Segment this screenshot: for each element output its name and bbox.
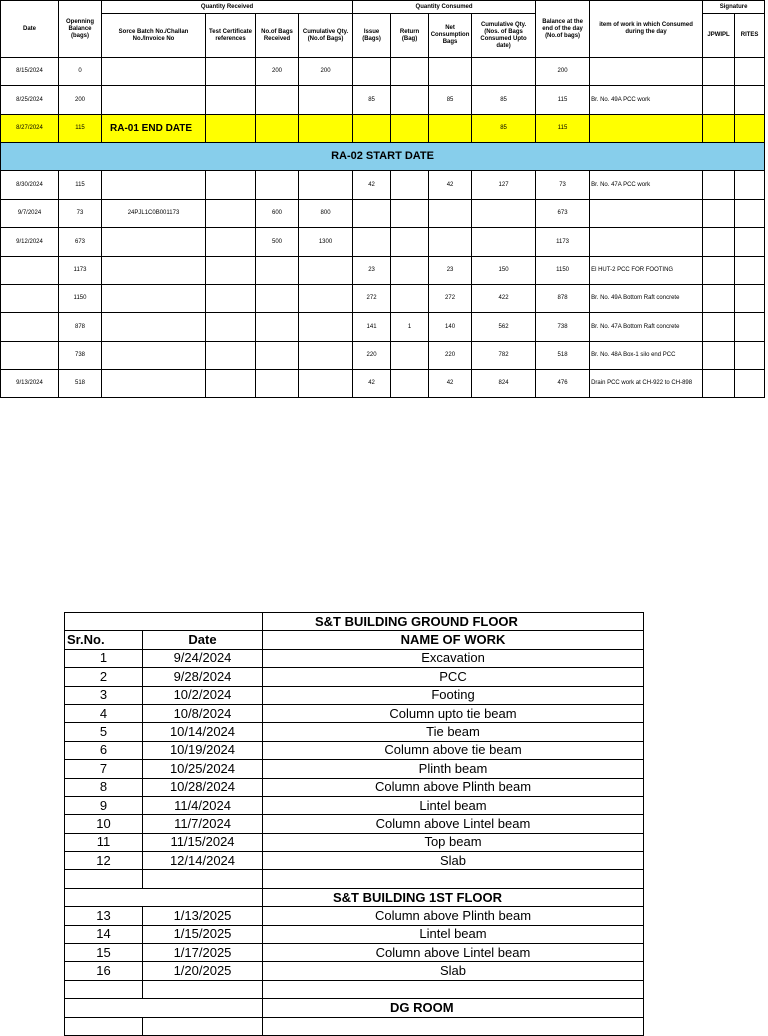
cell-date: 8/25/2024 [1,86,59,115]
sr-no: 11 [65,833,143,851]
cell-item: Br. No. 49A PCC work [590,86,703,115]
work-name: Lintel beam [263,925,644,943]
work-name: Excavation [263,649,644,667]
cell-cum-received [299,257,353,285]
cell-jpwipl [703,86,735,115]
cell-received [256,342,299,370]
sr-no: 15 [65,944,143,962]
cell-opening: 73 [59,200,102,228]
cell-net [429,228,472,257]
cell-rites [735,342,765,370]
sr-no: 3 [65,686,143,704]
cell-issue: 141 [353,313,391,342]
cell-received [256,285,299,313]
cell-jpwipl [703,342,735,370]
work-name: Lintel beam [263,796,644,814]
sr-no: 9 [65,796,143,814]
cell-source [102,86,206,115]
register-row [1,342,765,370]
schedule-row [65,723,644,741]
cell-opening: 878 [59,313,102,342]
cell-jpwipl [703,171,735,200]
cell-return [391,228,429,257]
cell-received: 200 [256,58,299,86]
cell-issue: 42 [353,370,391,398]
cell-balance: 518 [536,342,590,370]
register-row [1,171,765,200]
header-bags-received: No.of Bags Received [256,14,299,58]
register-row [1,257,765,285]
work-date: 10/19/2024 [143,741,263,759]
cell-cum-received [299,342,353,370]
schedule-row [65,1017,644,1035]
work-name: Top beam [263,833,644,851]
cell-received [256,171,299,200]
cell-cum-consumed: 150 [472,257,536,285]
cell-cum-received [299,171,353,200]
cell-item: Drain PCC work at CH-922 to CH-898 [590,370,703,398]
cell-received [256,257,299,285]
cell-return [391,257,429,285]
cell-cum-received [299,370,353,398]
cell-net: 23 [429,257,472,285]
cell-opening: 673 [59,228,102,257]
cell-test [206,58,256,86]
cell-source [102,58,206,86]
cell-rites [735,228,765,257]
cell-item [590,58,703,86]
cell-cum-received: 800 [299,200,353,228]
cell-balance: 878 [536,285,590,313]
blank-row [65,980,644,998]
cell-rites [735,285,765,313]
register-row [1,285,765,313]
cell-date: 8/30/2024 [1,171,59,200]
work-date: 10/28/2024 [143,778,263,796]
work-date: 10/25/2024 [143,760,263,778]
cell-net: 85 [429,86,472,115]
cell-rites [735,86,765,115]
cell-test [206,313,256,342]
cell-return [391,58,429,86]
cell-cum-received: 200 [299,58,353,86]
header-balance-end: Balance at the end of the day (No.of bags) [536,1,590,58]
header-quantity-consumed: Quantity Consumed [353,1,536,14]
cell-test [206,257,256,285]
cell-return [391,86,429,115]
cell-opening: 1173 [59,257,102,285]
header-signature: Signature [703,1,765,14]
work-date: 11/15/2024 [143,833,263,851]
work-name: Slab [263,962,644,980]
cell-balance: 1173 [536,228,590,257]
register-row [1,200,765,228]
cell-issue: 85 [353,86,391,115]
cell-opening: 1150 [59,285,102,313]
schedule-row [65,741,644,759]
cell-return: 1 [391,313,429,342]
cell-item [590,228,703,257]
cell-received: 500 [256,228,299,257]
sr-no: 13 [65,907,143,925]
schedule-row [65,704,644,722]
cell-source [102,370,206,398]
ra02-start-row [1,143,765,171]
cell-source [102,257,206,285]
cell-cum-received: 1300 [299,228,353,257]
cell-rites [735,200,765,228]
cell-balance: 200 [536,58,590,86]
schedule-row [65,686,644,704]
cell-balance: 73 [536,171,590,200]
cell-cum-received [299,285,353,313]
cell-net: 272 [429,285,472,313]
cell-received: 600 [256,200,299,228]
cell-net: 140 [429,313,472,342]
header-sr-no: Sr.No. [65,631,143,649]
cell-opening: 738 [59,342,102,370]
work-date: 10/2/2024 [143,686,263,704]
work-name: Column above Plinth beam [263,907,644,925]
cell-jpwipl [703,285,735,313]
cell-jpwipl [703,370,735,398]
schedule-row [65,852,644,870]
header-test-certificate: Test Certificate references [206,14,256,58]
cell-test [206,86,256,115]
register-row [1,86,765,115]
ra01-end-label: RA-01 END DATE [102,115,206,143]
cell-net: 42 [429,171,472,200]
sr-no: 14 [65,925,143,943]
cell-test [206,285,256,313]
header-opening-balance: Openning Balance (bags) [59,1,102,58]
cell-jpwipl [703,228,735,257]
header-item-of-work: item of work in which Consumed during the day [590,1,703,58]
sr-no: 7 [65,760,143,778]
cell-jpwipl [703,200,735,228]
cell-net [429,58,472,86]
cell-rites [735,313,765,342]
cell-balance: 1150 [536,257,590,285]
cell-cum-consumed: 562 [472,313,536,342]
cell-balance: 115 [536,86,590,115]
cell-received [256,370,299,398]
cell-cum-consumed: 85 [472,86,536,115]
cell-net: 220 [429,342,472,370]
cell-rites [735,370,765,398]
cell-source [102,285,206,313]
header-jpwipl: JPWIPL [703,14,735,58]
schedule-row [65,907,644,925]
work-name: Column above Lintel beam [263,944,644,962]
cell-date [1,257,59,285]
cell-item [590,200,703,228]
header-date: Date [143,631,263,649]
cell-source [102,342,206,370]
ra02-start-label: RA-02 START DATE [1,143,765,171]
header-cumulative-consumed: Cumulative Qty. (Nos. of Bags Consumed Upto date) [472,14,536,58]
cell-issue: 23 [353,257,391,285]
cell-cum-received [299,313,353,342]
work-date: 10/14/2024 [143,723,263,741]
work-name: PCC [263,668,644,686]
blank-row [65,870,644,888]
building-schedule-table [64,612,644,1036]
work-date: 9/24/2024 [143,649,263,667]
cell-issue [353,228,391,257]
header-source: Sorce Batch No./Challan No./Invoice No [102,14,206,58]
cell-rites [735,171,765,200]
cell-test [206,200,256,228]
work-date: 11/4/2024 [143,796,263,814]
cell-test [206,370,256,398]
sr-no: 10 [65,815,143,833]
work-name: Column above Lintel beam [263,815,644,833]
cell-source [102,228,206,257]
cell-item: Br. No. 49A Bottom Raft concrete [590,285,703,313]
cell-item: Br. No. 47A Bottom Raft concrete [590,313,703,342]
cell-source [102,313,206,342]
dg-room-title: DG ROOM [263,999,644,1017]
schedule-row [65,649,644,667]
cell-opening: 518 [59,370,102,398]
cell-date [1,285,59,313]
register-row [1,58,765,86]
cell-return [391,370,429,398]
sr-no: 12 [65,852,143,870]
work-name: Slab [263,852,644,870]
sr-no: 5 [65,723,143,741]
cell-rites [735,257,765,285]
cell-issue: 272 [353,285,391,313]
header-date: Date [1,1,59,58]
cell-balance: 476 [536,370,590,398]
schedule-row [65,668,644,686]
schedule-row [65,833,644,851]
sr-no: 16 [65,962,143,980]
cell-net: 42 [429,370,472,398]
schedule-row [65,815,644,833]
cell-test [206,171,256,200]
ground-floor-title: S&T BUILDING GROUND FLOOR [263,613,644,631]
sr-no: 6 [65,741,143,759]
cell-issue: 42 [353,171,391,200]
header-rites: RITES [735,14,765,58]
cell-cum-consumed [472,200,536,228]
cell-issue [353,200,391,228]
cell-item: Br. No. 47A PCC work [590,171,703,200]
schedule-row [65,778,644,796]
cell-cum-consumed [472,228,536,257]
work-name: Plinth beam [263,760,644,778]
header-quantity-received: Quantity Received [102,1,353,14]
cell-date: 9/7/2024 [1,200,59,228]
cell-return [391,200,429,228]
cell-return [391,285,429,313]
work-date: 1/20/2025 [143,962,263,980]
sr-no: 2 [65,668,143,686]
schedule-row [65,925,644,943]
first-floor-title: S&T BUILDING 1ST FLOOR [263,888,644,906]
work-date: 12/14/2024 [143,852,263,870]
cell-balance: 115 [536,115,590,143]
cell-balance: 673 [536,200,590,228]
header-issue: Issue (Bags) [353,14,391,58]
cell-return [391,342,429,370]
cell-date: 8/15/2024 [1,58,59,86]
cell-net [429,200,472,228]
register-row [1,228,765,257]
cell-cum-consumed: 127 [472,171,536,200]
work-date: 1/13/2025 [143,907,263,925]
cell-cum-consumed: 422 [472,285,536,313]
schedule-row [65,962,644,980]
cell-cum-consumed: 85 [472,115,536,143]
cell-issue: 220 [353,342,391,370]
cell-test [206,228,256,257]
sr-no: 8 [65,778,143,796]
cell-jpwipl [703,58,735,86]
register-row [1,370,765,398]
header-return: Return (Bag) [391,14,429,58]
cell-date: 9/13/2024 [1,370,59,398]
header-cumulative-received: Cumulative Qty. (No.of Bags) [299,14,353,58]
schedule-row [65,796,644,814]
cell-date [1,313,59,342]
cell-cum-consumed [472,58,536,86]
schedule-row [65,760,644,778]
cell-source: 24PJL1C0B001173 [102,200,206,228]
cell-return [391,171,429,200]
register-row [1,313,765,342]
work-date: 10/8/2024 [143,704,263,722]
cell-cum-received [299,86,353,115]
work-date: 1/17/2025 [143,944,263,962]
cell-opening: 115 [59,115,102,143]
cell-opening: 0 [59,58,102,86]
cell-source [102,171,206,200]
schedule-row [65,944,644,962]
work-name: Tie beam [263,723,644,741]
cement-register-table [0,0,765,398]
cell-date: 8/27/2024 [1,115,59,143]
work-date: 1/15/2025 [143,925,263,943]
cell-date: 9/12/2024 [1,228,59,257]
cell-test [206,342,256,370]
work-name: Column above Plinth beam [263,778,644,796]
cell-item: El HUT-2 PCC FOR FOOTING [590,257,703,285]
ra01-end-row [1,115,765,143]
cell-issue [353,58,391,86]
cell-jpwipl [703,257,735,285]
cell-cum-consumed: 824 [472,370,536,398]
cell-jpwipl [703,313,735,342]
cell-opening: 200 [59,86,102,115]
sr-no: 4 [65,704,143,722]
cell-received [256,86,299,115]
cell-balance: 738 [536,313,590,342]
work-name: Footing [263,686,644,704]
cell-item: Br. No. 48A Box-1 silo end PCC [590,342,703,370]
work-name: Column upto tie beam [263,704,644,722]
cell-received [256,313,299,342]
work-date: 9/28/2024 [143,668,263,686]
header-name-of-work: NAME OF WORK [263,631,644,649]
cell-rites [735,58,765,86]
header-net-consumption: Net Consumption Bags [429,14,472,58]
cell-cum-consumed: 782 [472,342,536,370]
cell-opening: 115 [59,171,102,200]
work-date: 11/7/2024 [143,815,263,833]
work-name: Column above tie beam [263,741,644,759]
cell-date [1,342,59,370]
sr-no: 1 [65,649,143,667]
